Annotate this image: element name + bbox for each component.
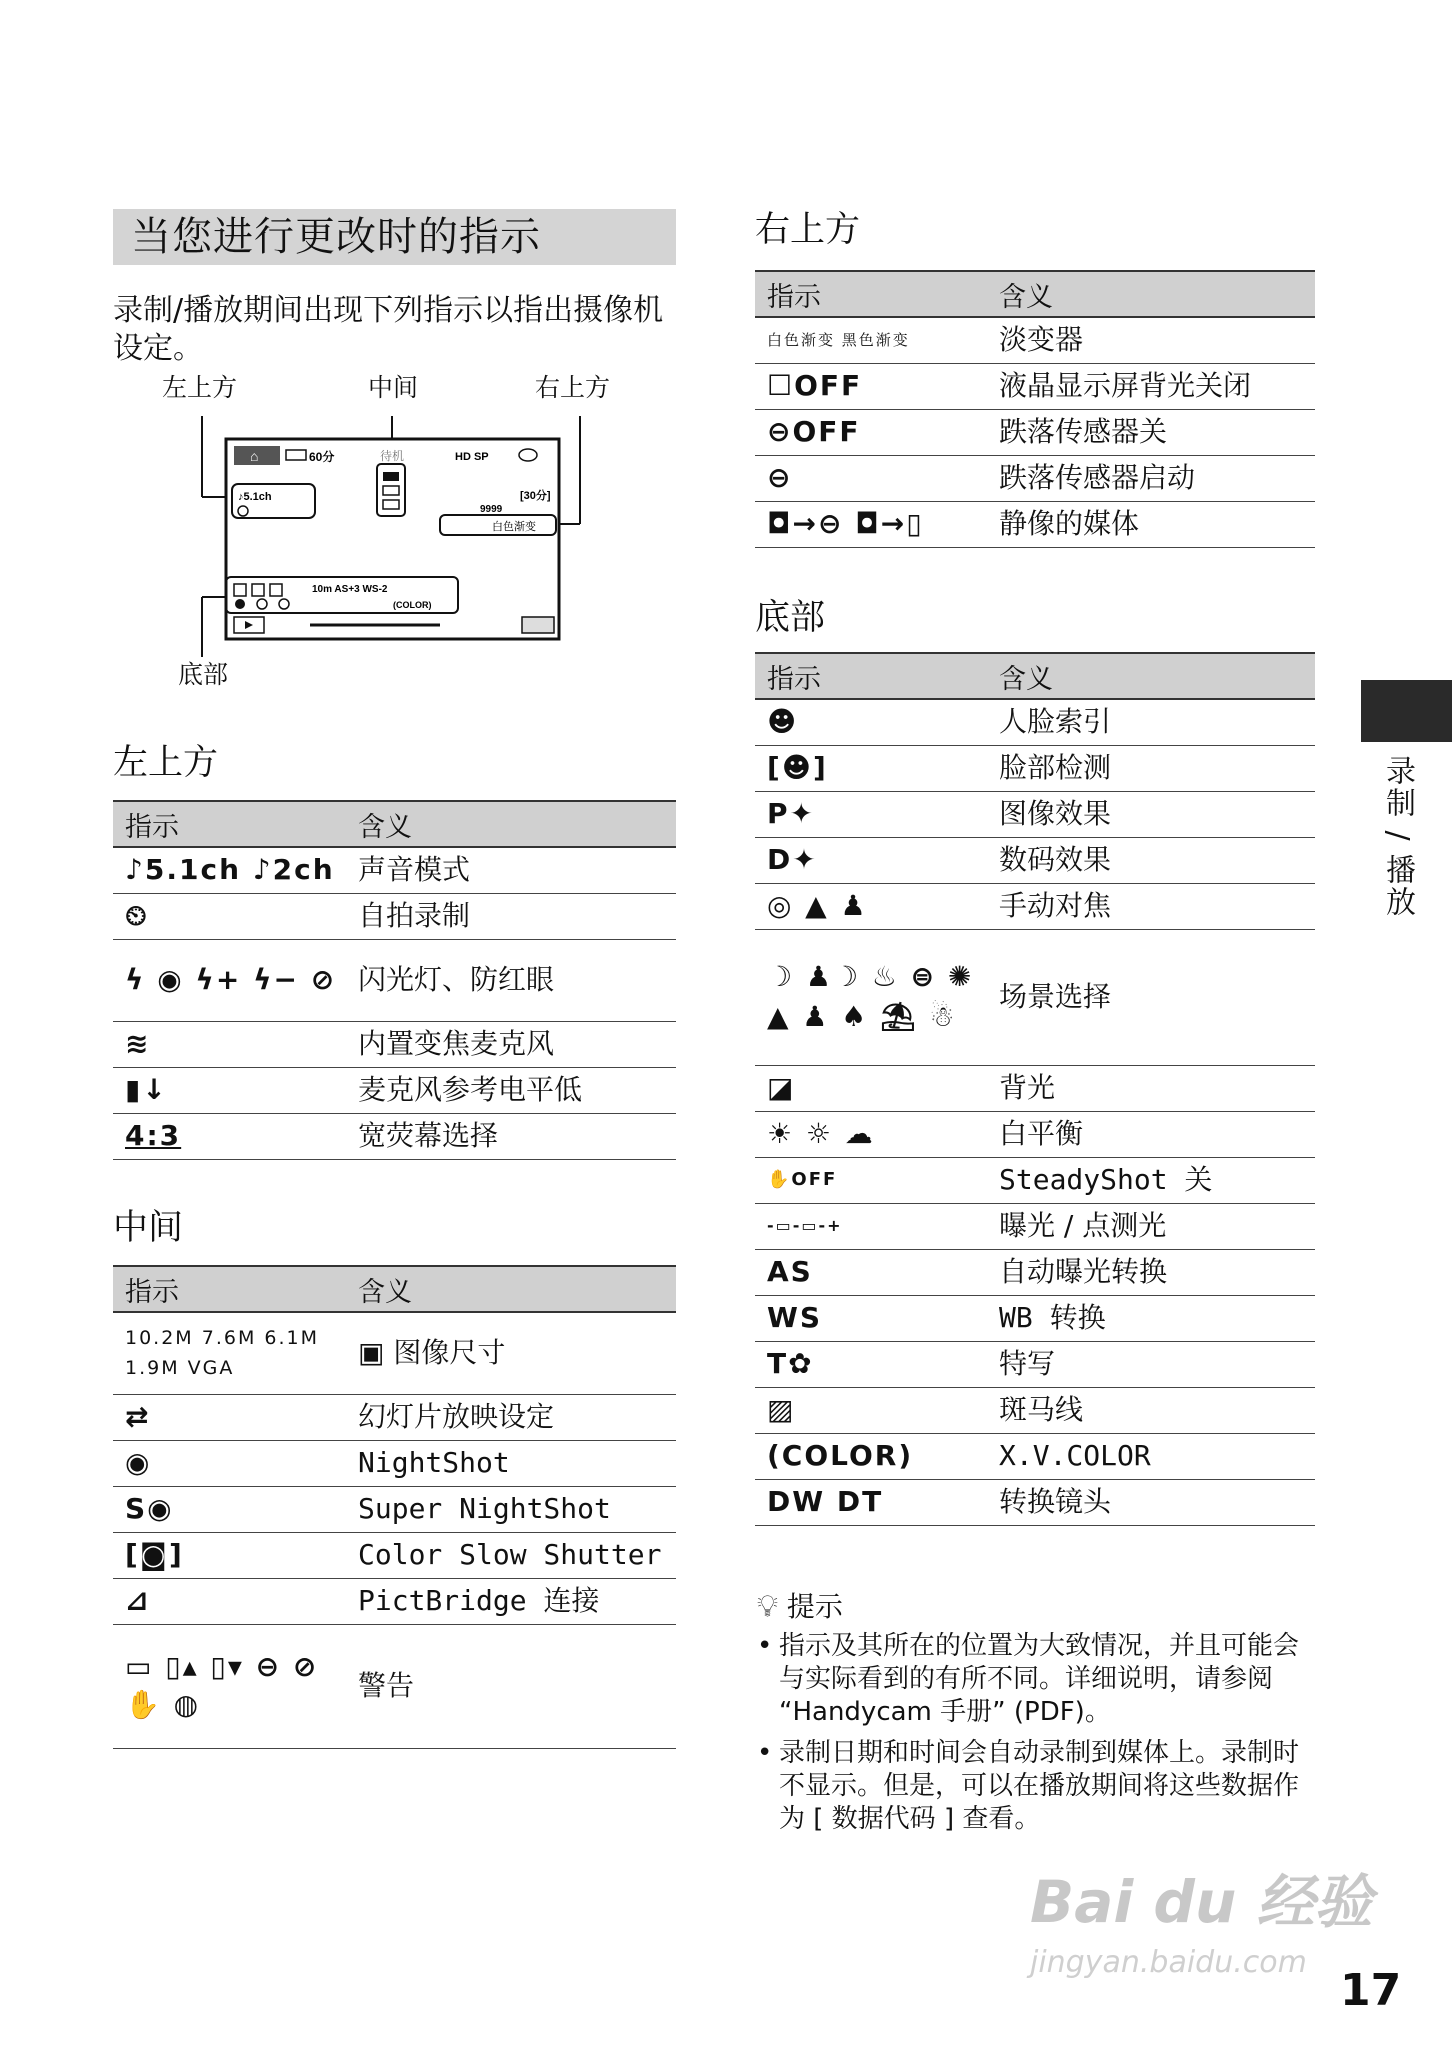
table-row — [113, 939, 676, 1021]
tip-item: • 录制日期和时间会自动录制到媒体上。录制时不显示。但是，可以在播放期间将这些数据作为 [ 数据代码 ] 查看。 — [757, 1737, 1317, 1836]
table-row — [113, 1532, 676, 1578]
row-icons: (COLOR) — [755, 1433, 987, 1479]
tips-title: 提示 — [786, 1590, 843, 1623]
row-icons: DW DT — [755, 1479, 987, 1525]
row-meaning: 转换镜头 — [987, 1479, 1315, 1525]
chapter-tab-label: 录制 / 播放 — [1380, 755, 1415, 919]
chapter-tab — [1361, 680, 1452, 742]
row-icons: ☽ ♟☽ ♨ ⊜ ✺ ▲ ♟ ♠ ⛱ ☃ — [755, 929, 987, 1065]
table-row — [113, 1067, 676, 1113]
tips-heading — [757, 1585, 843, 1625]
row-meaning: 宽荧幕选择 — [346, 1113, 676, 1159]
tip-item: • 指示及其所在的位置为大致情况，并且可能会与实际看到的有所不同。详细说明，请参阅 “Handycam 手册” (PDF)。 — [757, 1630, 1317, 1729]
table-row — [755, 455, 1315, 501]
table-row — [755, 501, 1315, 547]
row-icons: ♪5.1ch ♪2ch — [113, 847, 346, 893]
row-meaning: 脸部检测 — [987, 745, 1315, 791]
table-row — [113, 1624, 676, 1748]
table-row — [755, 1479, 1315, 1525]
table-row — [113, 1578, 676, 1624]
diagram-quality: HD SP — [455, 451, 489, 463]
table-row — [113, 1394, 676, 1440]
row-icons: ⊖ — [755, 455, 987, 501]
row-meaning: 液晶显示屏背光关闭 — [987, 363, 1315, 409]
watermark-url: jingyan.baidu.com — [1030, 1945, 1307, 1980]
row-meaning: 跌落传感器关 — [987, 409, 1315, 455]
table-row — [755, 1295, 1315, 1341]
table-row — [113, 847, 676, 893]
diagram-remaining: [30分] — [520, 490, 551, 502]
table-row — [755, 883, 1315, 929]
row-meaning: NightShot — [346, 1440, 676, 1486]
row-meaning: 曝光 / 点测光 — [987, 1203, 1315, 1249]
row-icons: ☀ ☼ ☁ — [755, 1111, 987, 1157]
row-meaning: 手动对焦 — [987, 883, 1315, 929]
row-meaning: 内置变焦麦克风 — [346, 1021, 676, 1067]
header-meaning: 含义 — [987, 271, 1315, 317]
row-meaning: 数码效果 — [987, 837, 1315, 883]
row-meaning: 人脸索引 — [987, 699, 1315, 745]
table-header-row — [113, 801, 676, 847]
diagram-battery: 60分 — [309, 450, 335, 464]
table-row — [113, 1113, 676, 1159]
row-meaning: PictBridge 连接 — [346, 1578, 676, 1624]
diagram-bottom-row1: 10m AS+3 WS-2 — [312, 584, 388, 595]
table-header-row — [755, 653, 1315, 699]
table-header-row — [755, 271, 1315, 317]
table-row — [113, 893, 676, 939]
table-row — [755, 363, 1315, 409]
row-icons: ✋OFF — [755, 1157, 987, 1203]
row-meaning: SteadyShot 关 — [987, 1157, 1315, 1203]
row-icons: T✿ — [755, 1341, 987, 1387]
row-icons: ⊿ — [113, 1578, 346, 1624]
row-icons: ▨ — [755, 1387, 987, 1433]
table-row — [113, 1021, 676, 1067]
header-meaning: 含义 — [987, 653, 1315, 699]
row-meaning: 闪光灯、防红眼 — [346, 939, 676, 1021]
table-row — [755, 1203, 1315, 1249]
row-meaning: 斑马线 — [987, 1387, 1315, 1433]
table-row — [755, 1341, 1315, 1387]
row-icons: 10.2M 7.6M 6.1M 1.9M VGA — [113, 1312, 346, 1394]
table-middle — [113, 1265, 676, 1749]
row-meaning: 静像的媒体 — [987, 501, 1315, 547]
svg-text:⌂: ⌂ — [250, 448, 259, 464]
header-indicator: 指示 — [113, 801, 346, 847]
table-row — [755, 1387, 1315, 1433]
table-row — [113, 1440, 676, 1486]
row-icons: AS — [755, 1249, 987, 1295]
row-icons: ◎ ▲ ♟ — [755, 883, 987, 929]
table-row — [755, 791, 1315, 837]
table-row — [755, 699, 1315, 745]
table-row — [755, 409, 1315, 455]
diagram-bottom-row2: (COLOR) — [393, 600, 432, 610]
diagram-label-bottom: 底部 — [178, 661, 229, 689]
diagram-label-middle: 中间 — [368, 374, 419, 402]
table-row — [755, 929, 1315, 1065]
row-meaning: X.V.COLOR — [987, 1433, 1315, 1479]
table-row — [755, 837, 1315, 883]
table-bottom — [755, 652, 1315, 1526]
row-icons: ϟ ◉ ϟ+ ϟ− ⊘ — [113, 939, 346, 1021]
row-meaning: 场景选择 — [987, 929, 1315, 1065]
row-icons: ◘→⊖ ◘→▯ — [755, 501, 987, 547]
watermark-logo: Bai du 经验 — [1030, 1868, 1373, 1936]
row-meaning: 自动曝光转换 — [987, 1249, 1315, 1295]
row-icons: ▮↓ — [113, 1067, 346, 1113]
diagram-label-topleft: 左上方 — [162, 374, 238, 402]
table-topleft — [113, 800, 676, 1160]
row-icons: ⇄ — [113, 1394, 346, 1440]
header-indicator: 指示 — [755, 271, 987, 317]
row-icons: 白色渐变 黑色渐变 — [755, 317, 987, 363]
page-title: 当您进行更改时的指示 — [113, 209, 676, 265]
intro-text: 录制/播放期间出现下列指示以指出摄像机设定。 — [113, 293, 664, 366]
row-meaning: Super NightShot — [346, 1486, 676, 1532]
row-meaning: 麦克风参考电平低 — [346, 1067, 676, 1113]
row-meaning: 自拍录制 — [346, 893, 676, 939]
header-meaning: 含义 — [346, 1266, 676, 1312]
row-icons: ◪ — [755, 1065, 987, 1111]
row-meaning: 图像效果 — [987, 791, 1315, 837]
tips-list — [757, 1630, 1317, 1844]
header-indicator: 指示 — [755, 653, 987, 699]
row-meaning: 淡变器 — [987, 317, 1315, 363]
row-meaning: 背光 — [987, 1065, 1315, 1111]
row-icons: P✦ — [755, 791, 987, 837]
lightbulb-icon: 💡︎ — [757, 1589, 778, 1624]
section-title-bottom: 底部 — [755, 598, 826, 638]
row-icons: WS — [755, 1295, 987, 1341]
row-icons: -▭-▭-+ — [755, 1203, 987, 1249]
diagram-fader: 白色渐变 — [492, 521, 536, 533]
row-meaning: 白平衡 — [987, 1111, 1315, 1157]
row-icons: ⊖OFF — [755, 409, 987, 455]
row-meaning: 跌落传感器启动 — [987, 455, 1315, 501]
section-title-topright: 右上方 — [755, 210, 861, 250]
row-icons: ☐OFF — [755, 363, 987, 409]
table-row — [113, 1312, 676, 1394]
section-title-middle: 中间 — [113, 1208, 184, 1248]
page-number: 17 — [1340, 1965, 1402, 2016]
row-meaning: 幻灯片放映设定 — [346, 1394, 676, 1440]
row-icons: ☻ — [755, 699, 987, 745]
table-header-row — [113, 1266, 676, 1312]
row-icons: [◙] — [113, 1532, 346, 1578]
row-icons: S◉ — [113, 1486, 346, 1532]
row-meaning: WB 转换 — [987, 1295, 1315, 1341]
row-meaning: ▣ 图像尺寸 — [346, 1312, 676, 1394]
diagram-standby: 待机 — [380, 449, 405, 463]
header-meaning: 含义 — [346, 801, 676, 847]
table-row — [755, 1111, 1315, 1157]
row-meaning: 警告 — [346, 1624, 676, 1748]
table-row — [755, 317, 1315, 363]
section-title-topleft: 左上方 — [113, 743, 219, 783]
row-icons: ▭ ▯▴ ▯▾ ⊖ ⊘ ✋ ◍ — [113, 1624, 346, 1748]
table-row — [113, 1486, 676, 1532]
row-meaning: 声音模式 — [346, 847, 676, 893]
diagram-label-topright: 右上方 — [535, 374, 611, 402]
screen-diagram — [150, 372, 630, 702]
row-icons: ⏲ — [113, 893, 346, 939]
row-meaning: Color Slow Shutter — [346, 1532, 676, 1578]
table-row — [755, 1157, 1315, 1203]
row-icons: D✦ — [755, 837, 987, 883]
table-topright — [755, 270, 1315, 548]
row-icons: ≋ — [113, 1021, 346, 1067]
table-row — [755, 1249, 1315, 1295]
diagram-audio: ♪5.1ch — [238, 491, 272, 503]
table-row — [755, 1065, 1315, 1111]
row-icons: ◉ — [113, 1440, 346, 1486]
row-icons: 4:3 — [113, 1113, 346, 1159]
row-icons: [☻] — [755, 745, 987, 791]
row-meaning: 特写 — [987, 1341, 1315, 1387]
table-row — [755, 745, 1315, 791]
header-indicator: 指示 — [113, 1266, 346, 1312]
diagram-count: 9999 — [480, 504, 503, 515]
table-row — [755, 1433, 1315, 1479]
